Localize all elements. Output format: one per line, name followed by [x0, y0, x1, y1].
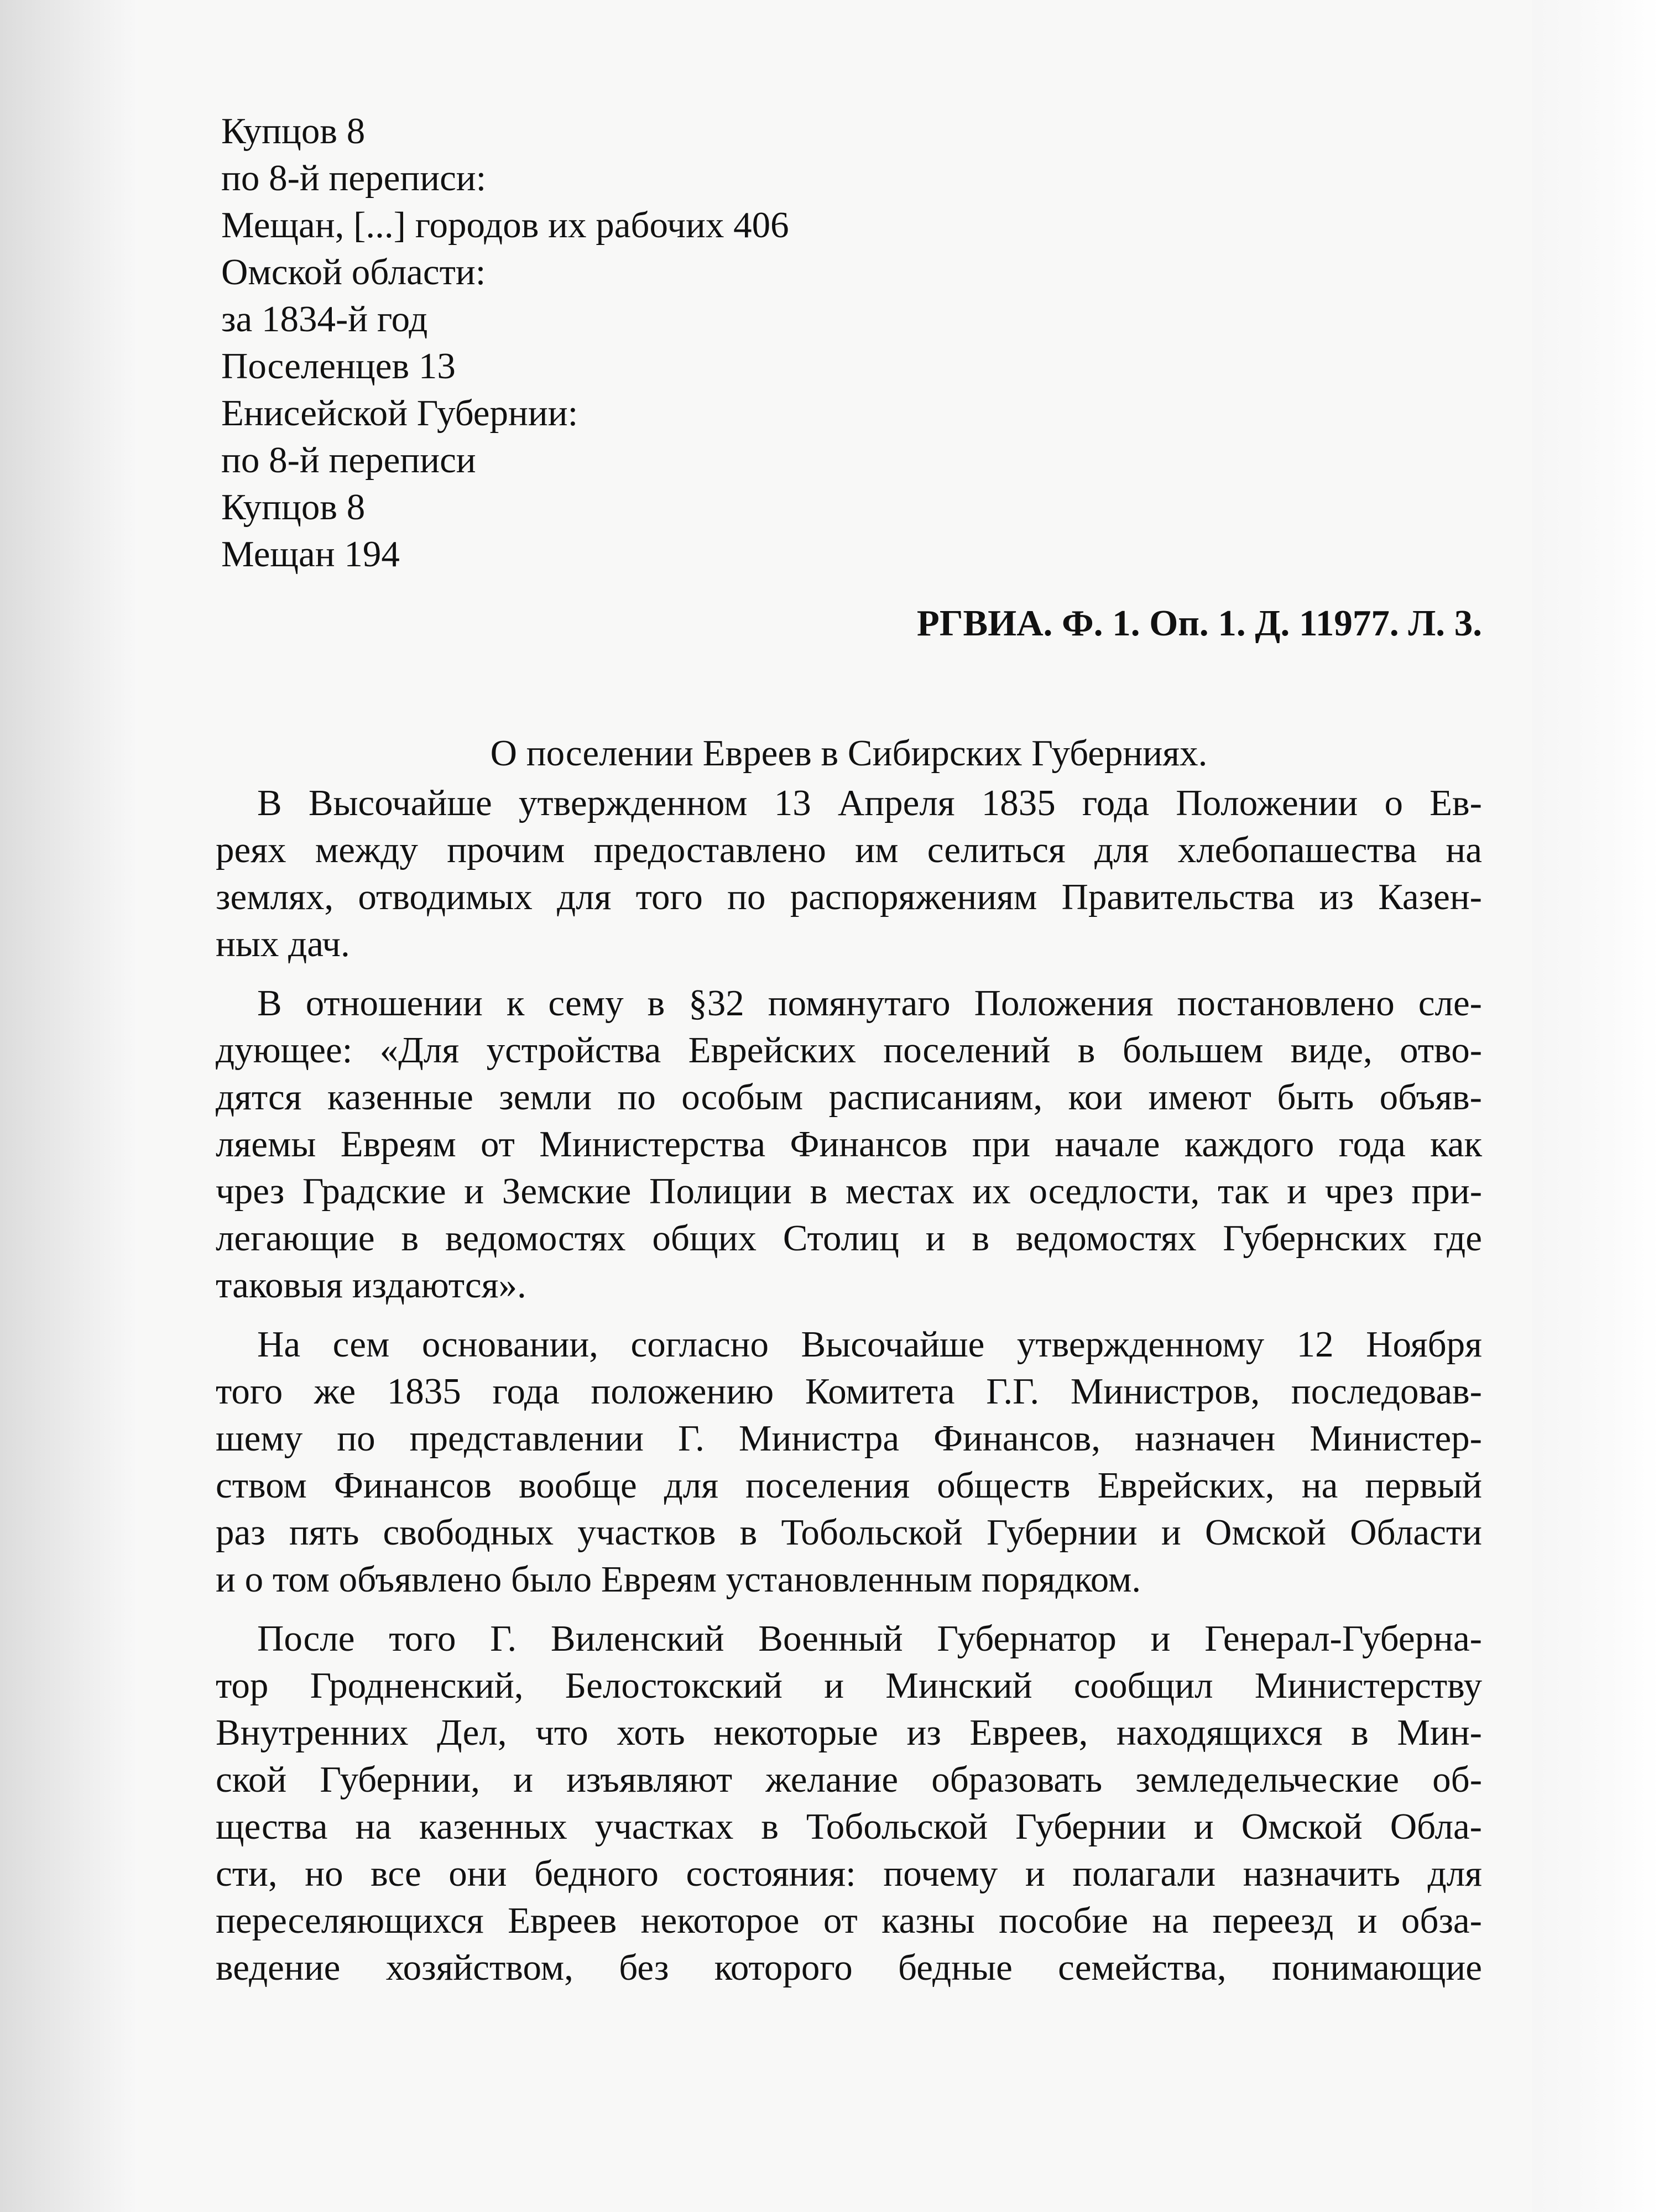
paragraph-line: После того Г. Виленский Военный Губернатор и Генерал-Губерна-: [257, 1618, 1482, 1659]
page-gutter-shadow: [0, 0, 138, 2212]
statistics-list: [221, 108, 1482, 578]
paragraph-line: ных дач.: [216, 924, 350, 964]
paragraph-line: В отношении к сему в §32 помянутаго Положения постановлено сле-: [257, 983, 1482, 1024]
paragraph-line: тор Гродненский, Белостокский и Минский сообщил Министерству: [216, 1665, 1482, 1706]
page-edge-shadow: [1532, 0, 1659, 2212]
paragraph-line: щества на казенных участках в Тобольской Губернии и Омской Обла-: [216, 1806, 1482, 1847]
paragraph-line: Внутренних Дел, что хоть некоторые из Евреев, находящихся в Мин-: [216, 1712, 1482, 1753]
paragraph-line: ством Финансов вообще для поселения обществ Еврейских, на первый: [216, 1465, 1482, 1506]
list-item: Мещан 194: [221, 534, 400, 575]
list-item: по 8-й переписи: [221, 440, 476, 481]
paragraph-line: раз пять свободных участков в Тобольской Губернии и Омской Области: [216, 1512, 1482, 1553]
paragraph-line: легающие в ведомостях общих Столиц и в ведомостях Губернских где: [216, 1218, 1482, 1259]
paragraph-line: и о том объявлено было Евреям установленным порядком.: [216, 1559, 1141, 1600]
paragraph: [216, 1321, 1482, 1603]
paragraph-line: шему по представлении Г. Министра Финансов, назначен Министер-: [216, 1418, 1482, 1459]
list-item: Омской области:: [221, 252, 486, 293]
paragraph-line: таковыя издаются».: [216, 1265, 526, 1306]
list-item: Мещан, [...] городов их рабочих 406: [221, 205, 789, 246]
paragraph-line: ляемы Евреям от Министерства Финансов при начале каждого года как: [216, 1124, 1482, 1165]
paragraph-line: На сем основании, согласно Высочайше утвержденному 12 Ноября: [257, 1324, 1482, 1365]
paragraph-line: чрез Градские и Земские Полиции в местах их оседлости, так и чрез при-: [216, 1171, 1482, 1212]
paragraph-line: землях, отводимых для того по распоряжениям Правительства из Казен-: [216, 877, 1482, 917]
paragraph: [216, 780, 1482, 968]
paragraph-line: ской Губернии, и изъявляют желание образовать земледельческие об-: [216, 1759, 1482, 1800]
paragraph-line: того же 1835 года положению Комитета Г.Г. Министров, последовав-: [216, 1371, 1482, 1412]
paragraph-line: переселяющихся Евреев некоторое от казны пособие на переезд и обза-: [216, 1900, 1482, 1941]
archive-citation: РГВИА. Ф. 1. Оп. 1. Д. 11977. Л. 3.: [916, 603, 1482, 644]
list-item: по 8-й переписи:: [221, 158, 487, 199]
list-item: за 1834-й год: [221, 299, 428, 340]
document-page: [216, 108, 1482, 2004]
paragraph-line: В Высочайше утвержденном 13 Апреля 1835 года Положении о Ев-: [257, 782, 1482, 823]
paragraph-line: реях между прочим предоставлено им селиться для хлебопашества на: [216, 830, 1482, 870]
paragraph: [216, 1615, 1482, 1991]
list-item: Купцов 8: [221, 111, 366, 152]
paragraph-line: ведение хозяйством, без которого бедные семейства, понимающие: [216, 1947, 1482, 1988]
paragraph: [216, 980, 1482, 1309]
list-item: Купцов 8: [221, 487, 366, 528]
list-item: Поселенцев 13: [221, 346, 456, 387]
list-item: Енисейской Губернии:: [221, 393, 578, 434]
section-heading: О поселении Евреев в Сибирских Губерниях.: [490, 733, 1208, 774]
paragraph-line: дующее: «Для устройства Еврейских поселений в большем виде, отво-: [216, 1030, 1482, 1071]
paragraph-line: дятся казенные земли по особым расписаниям, кои имеют быть объяв-: [216, 1077, 1482, 1118]
paragraph-line: сти, но все они бедного состояния: почему и полагали назначить для: [216, 1853, 1482, 1894]
